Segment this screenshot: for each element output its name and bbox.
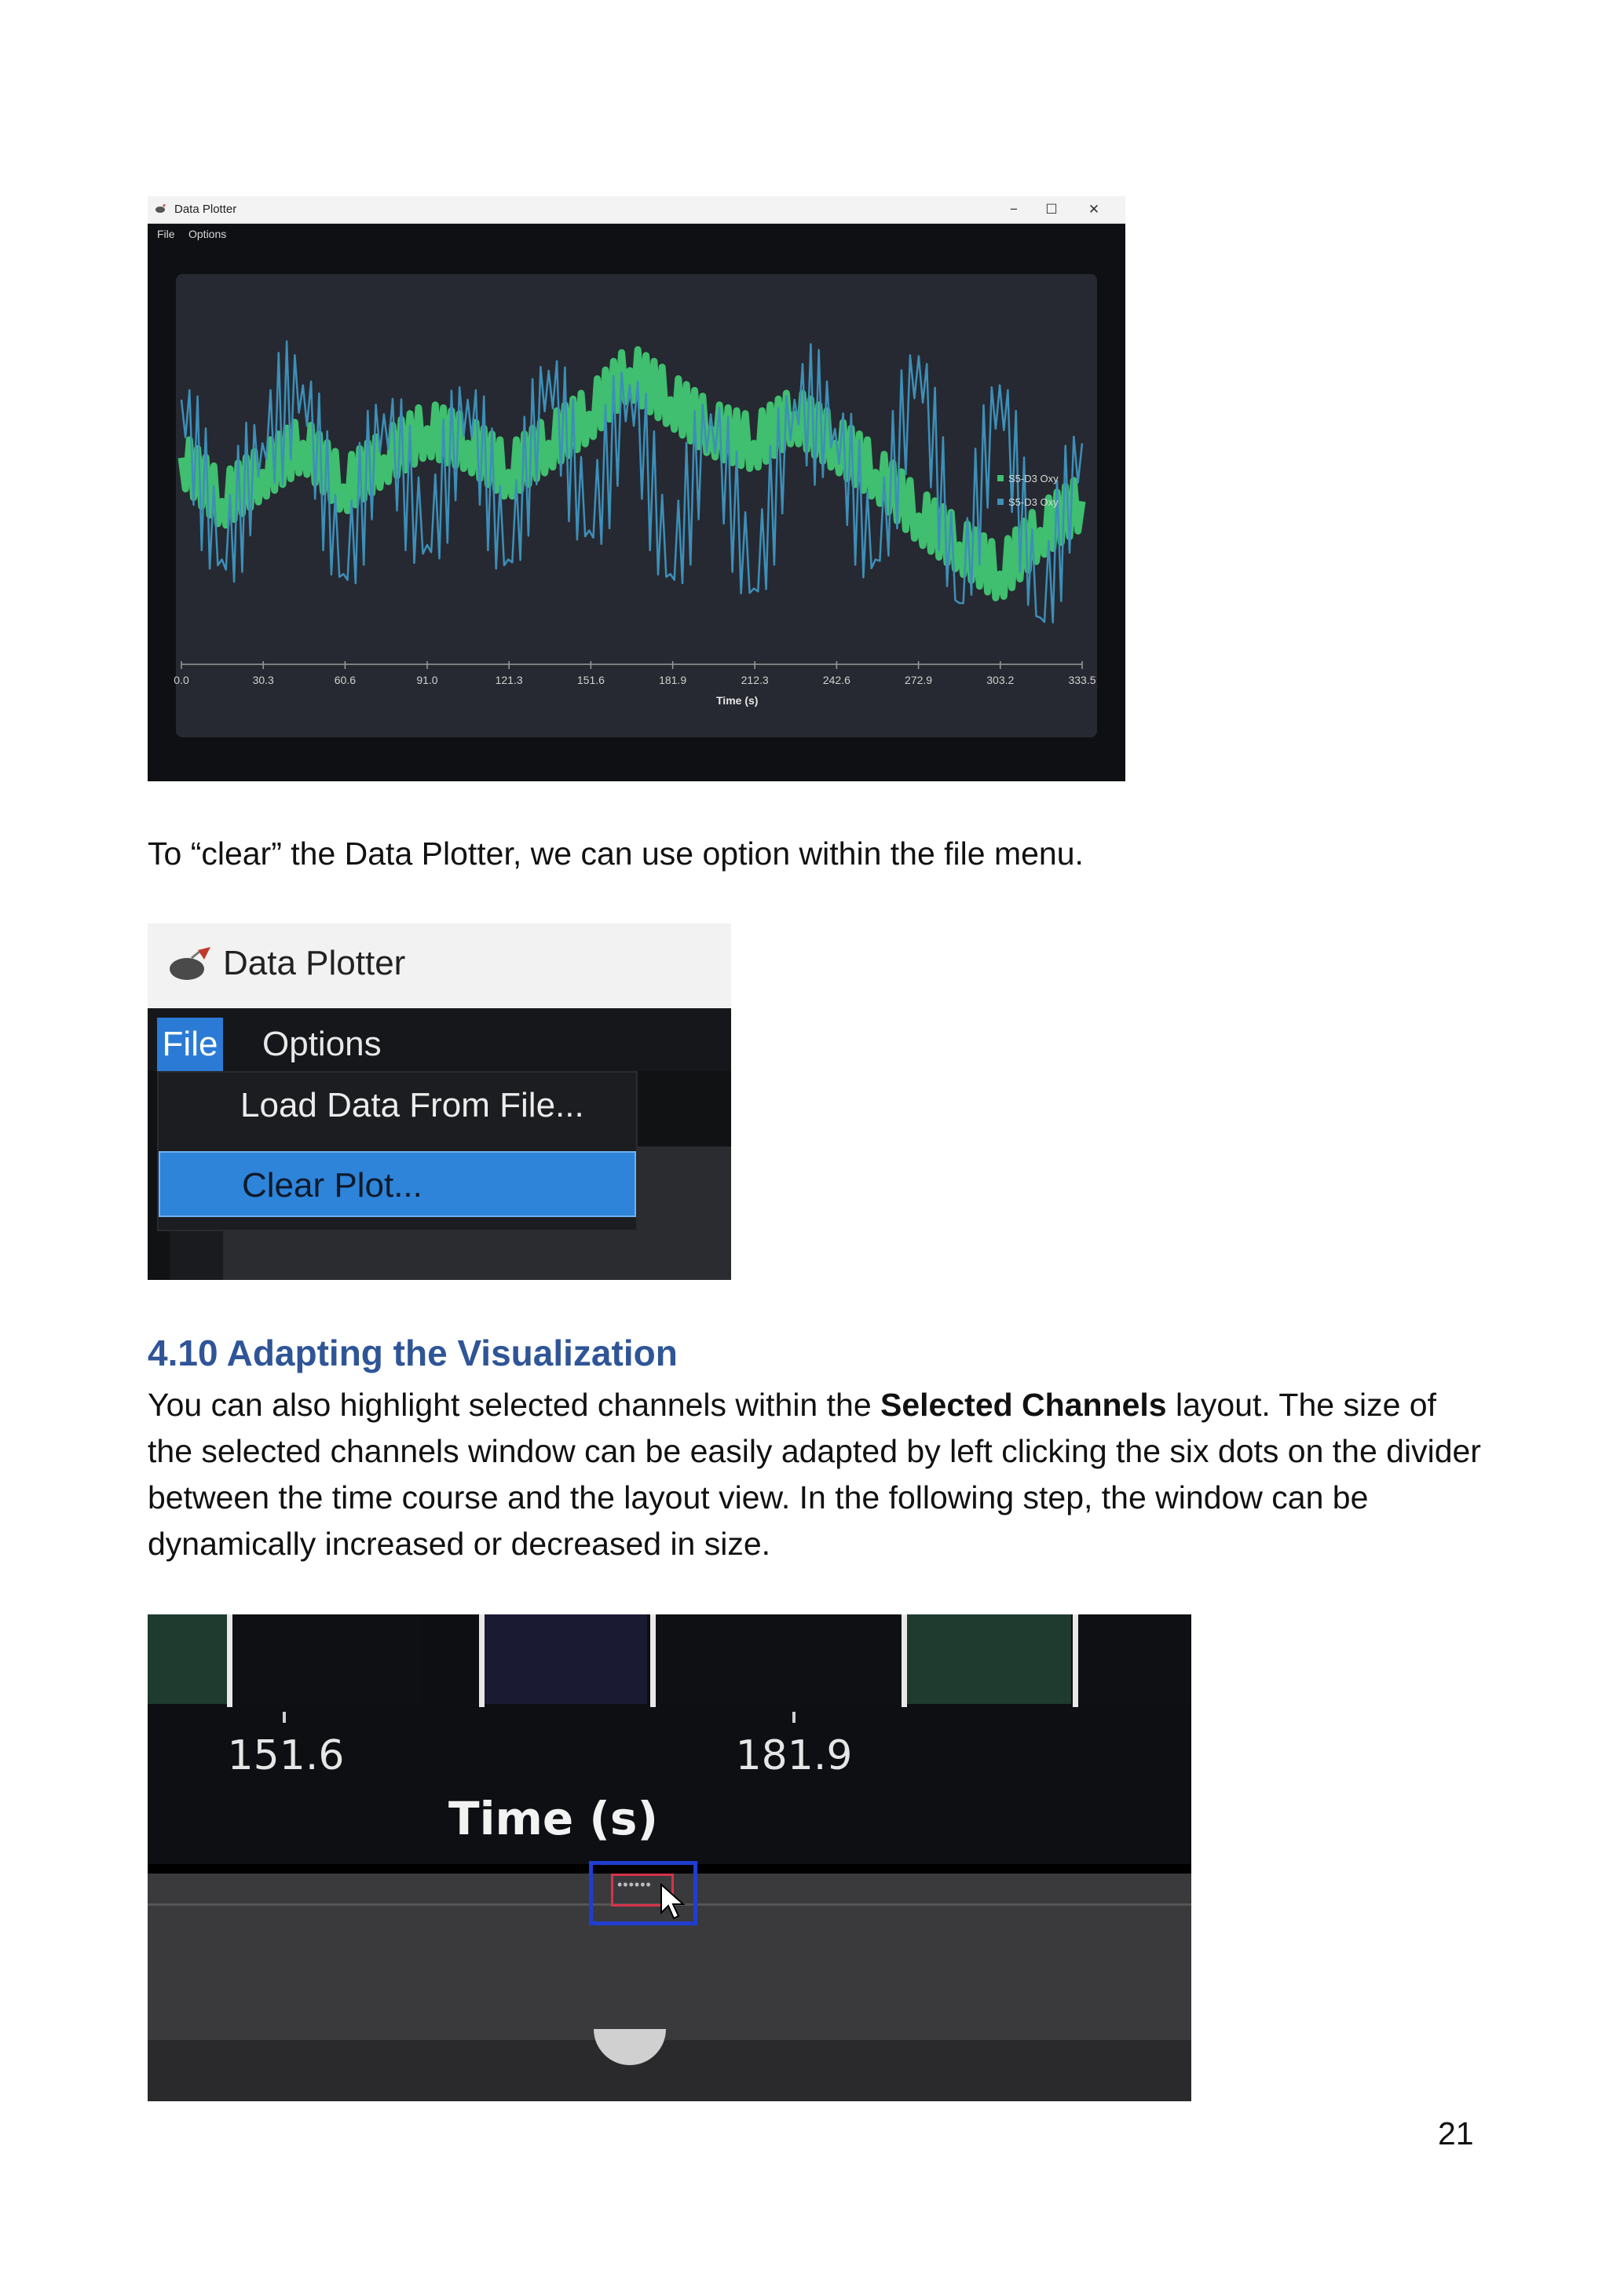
- clear-instructions-paragraph: To “clear” the Data Plotter, we can use option within the file menu.: [148, 835, 1084, 872]
- x-tick-label: 91.0: [416, 674, 438, 686]
- divider-zoom-screenshot: [148, 1614, 1191, 2101]
- clear-plot-menu-item[interactable]: Clear Plot...: [159, 1151, 636, 1217]
- adapt-text-start: You can also highlight selected channels within the: [148, 1387, 881, 1423]
- six-dots-handle-icon[interactable]: ••••••: [617, 1877, 652, 1892]
- x-tick-label: 121.3: [495, 674, 523, 686]
- x-tick-label: 333.5: [1068, 674, 1096, 686]
- adapt-paragraph: [148, 1382, 1483, 1567]
- layout-cell: [1077, 1614, 1191, 1704]
- cell-separator: [1073, 1614, 1078, 1707]
- menu-options[interactable]: Options: [262, 1025, 382, 1063]
- legend-label: S5-D3 Oxy: [1008, 496, 1059, 508]
- page-number: 21: [1438, 2115, 1474, 2152]
- close-icon[interactable]: ✕: [1088, 202, 1100, 217]
- minimize-icon[interactable]: −: [1010, 202, 1018, 217]
- adapt-text-end: layout. The size of the selected channels window can be easily adapted by left clicking the six dots on the divider between the time course and the layout view. In the following step, the window can be dynamically increased or decreased in size.: [148, 1387, 1481, 1562]
- layout-cell: [484, 1614, 647, 1704]
- data-plotter-screenshot: [148, 196, 1125, 781]
- layout-cell: [655, 1614, 900, 1704]
- cell-separator: [227, 1614, 232, 1707]
- x-tick-mark: [283, 1712, 286, 1723]
- menu-file[interactable]: File: [157, 228, 175, 240]
- cell-separator: [902, 1614, 907, 1707]
- selected-channels-term: Selected Channels: [880, 1387, 1167, 1423]
- window-title: Data Plotter: [174, 203, 237, 216]
- x-tick-mark: [792, 1712, 796, 1723]
- legend-item-blue: [997, 496, 1059, 508]
- x-tick-label: 30.3: [252, 674, 274, 686]
- file-menu-screenshot: [148, 923, 731, 1280]
- legend-swatch-blue: [997, 499, 1004, 505]
- cell-separator: [479, 1614, 485, 1707]
- legend-item-green: [997, 473, 1059, 484]
- menu-file[interactable]: File: [157, 1018, 223, 1071]
- load-data-menu-item[interactable]: Load Data From File...: [240, 1086, 584, 1124]
- x-tick-label: 151.6: [576, 674, 605, 686]
- x-tick-label: 60.6: [334, 674, 357, 686]
- layout-cell: [232, 1614, 421, 1704]
- window-title: Data Plotter: [223, 944, 406, 982]
- mouse-cursor-icon: [660, 1883, 686, 1921]
- line-chart: [148, 196, 1125, 781]
- layout-cell: [906, 1614, 1071, 1704]
- cell-separator: [650, 1614, 656, 1707]
- x-tick-label: 0.0: [174, 674, 189, 686]
- legend-label: S5-D3 Oxy: [1008, 473, 1059, 484]
- maximize-icon[interactable]: ☐: [1045, 202, 1058, 217]
- section-heading: 4.10 Adapting the Visualization: [148, 1333, 678, 1373]
- x-axis-title: Time (s): [716, 694, 759, 707]
- x-tick-label: 181.9: [659, 674, 687, 686]
- menu-options[interactable]: Options: [188, 228, 227, 240]
- x-tick-label: 151.6: [227, 1732, 345, 1779]
- x-axis-title: Time (s): [448, 1792, 658, 1845]
- x-tick-label: 181.9: [735, 1732, 853, 1779]
- x-tick-label: 212.3: [741, 674, 769, 686]
- app-icon: [168, 945, 212, 983]
- window-titlebar: [148, 923, 731, 1008]
- layout-view-area: [148, 2040, 1191, 2101]
- legend-swatch-green: [997, 475, 1004, 481]
- layout-cell: [148, 1614, 229, 1704]
- menu-bar: [148, 1008, 731, 1071]
- x-tick-label: 242.6: [822, 674, 850, 686]
- x-tick-label: 303.2: [986, 674, 1015, 686]
- x-tick-label: 272.9: [905, 674, 933, 686]
- file-dropdown-menu: [157, 1071, 638, 1231]
